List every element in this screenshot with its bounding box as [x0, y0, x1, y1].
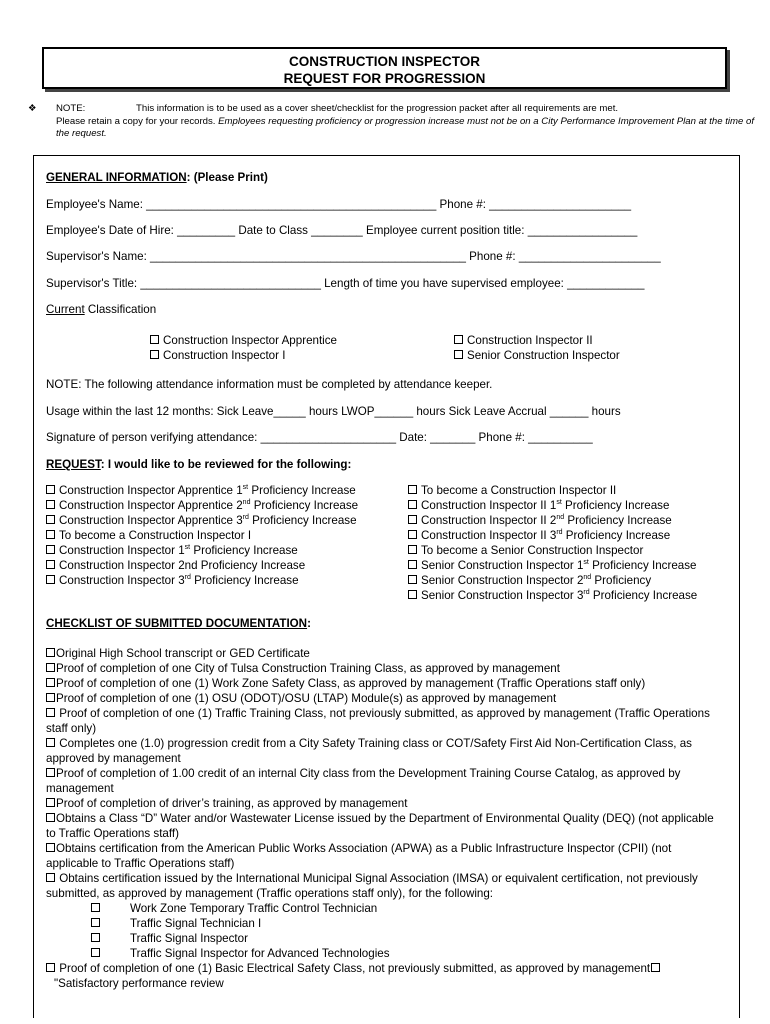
performance-review-line: "Satisfactory performance review	[54, 977, 224, 990]
classification-option[interactable]: Construction Inspector II	[454, 333, 620, 348]
usage-field-row[interactable]: Usage within the last 12 months: Sick Leave_____ hours LWOP______ hours Sick Leave Accrual ______ hours	[46, 405, 621, 418]
classification-option[interactable]: Construction Inspector Apprentice	[150, 333, 337, 348]
checkbox-icon[interactable]	[46, 768, 55, 777]
classification-option[interactable]: Construction Inspector I	[150, 348, 337, 363]
checkbox-icon[interactable]	[46, 530, 55, 539]
supervisor-name-field[interactable]: Supervisor's Name: _________________________________________________ Phone #: ______________________	[46, 250, 661, 263]
checklist-item[interactable]: Original High School transcript or GED Certificate	[46, 646, 726, 661]
request-option[interactable]: Construction Inspector 3rd Proficiency Increase	[46, 573, 358, 588]
checklist-item[interactable]: Proof of completion of 1.00 credit of an internal City class from the Development Training Course Catalog, as approved by management	[46, 767, 681, 795]
note-label: NOTE:	[56, 103, 86, 114]
request-option[interactable]: Construction Inspector II 1st Proficiency Increase	[408, 498, 697, 513]
checkbox-icon[interactable]	[46, 678, 55, 687]
form-title-line2: REQUEST FOR PROGRESSION	[283, 71, 486, 86]
checkbox-icon[interactable]	[46, 545, 55, 554]
classification-right-options	[454, 333, 620, 363]
checkbox-icon[interactable]	[46, 648, 55, 657]
checklist-item[interactable]: Proof of completion of one (1) Basic Electrical Safety Class, not previously submitted, as approved by management	[46, 961, 726, 976]
checkbox-icon[interactable]	[408, 560, 417, 569]
checkbox-icon[interactable]	[46, 575, 55, 584]
request-option[interactable]: Construction Inspector Apprentice 3rd Proficiency Increase	[46, 513, 358, 528]
checkbox-icon[interactable]	[651, 963, 660, 972]
checkbox-icon[interactable]	[46, 963, 55, 972]
checkbox-icon[interactable]	[408, 575, 417, 584]
request-heading: REQUEST: I would like to be reviewed for the following:	[46, 458, 352, 471]
checklist-sub-item[interactable]: Work Zone Temporary Traffic Control Technician	[46, 901, 726, 916]
note-pip-warning: Employees requesting proficiency or progression increase must not be on a City Performance Improvement Plan at the time of the request.	[56, 115, 755, 139]
checkbox-icon[interactable]	[408, 515, 417, 524]
checkbox-icon[interactable]	[46, 873, 55, 882]
checklist-items	[46, 646, 726, 991]
diamond-bullet-icon: ❖	[28, 103, 37, 114]
note-text-2	[56, 116, 756, 141]
checklist-item[interactable]: Proof of completion of one City of Tulsa Construction Training Class, as approved by management	[46, 661, 726, 676]
checkbox-icon[interactable]	[91, 918, 100, 927]
checkbox-icon[interactable]	[91, 948, 100, 957]
dates-field-row[interactable]: Employee's Date of Hire: _________ Date to Class ________ Employee current position title: _________________	[46, 224, 638, 237]
supervisor-title-field[interactable]: Supervisor's Title: ____________________________ Length of time you have supervised employee: ____________	[46, 277, 645, 290]
checkbox-icon[interactable]	[408, 530, 417, 539]
request-option[interactable]: Construction Inspector 2nd Proficiency Increase	[46, 558, 358, 573]
checklist-item[interactable]: Proof of completion of one (1) Traffic Training Class, not previously submitted, as approved by management (Traffic Operations staff only)	[46, 707, 710, 735]
checkbox-icon[interactable]	[408, 545, 417, 554]
checkbox-icon[interactable]	[91, 933, 100, 942]
request-option[interactable]: To become a Senior Construction Inspector	[408, 543, 697, 558]
checkbox-icon[interactable]	[46, 798, 55, 807]
classification-label: Current Classification	[46, 303, 157, 316]
attendance-note: NOTE: The following attendance information must be completed by attendance keeper.	[46, 378, 493, 391]
classification-left-options	[150, 333, 337, 363]
checklist-item[interactable]: Proof of completion of driver’s training, as approved by management	[46, 796, 726, 811]
employee-name-field[interactable]: Employee's Name: _____________________________________________ Phone #: ______________________	[46, 198, 632, 211]
checkbox-icon[interactable]	[408, 500, 417, 509]
request-option[interactable]: To become a Construction Inspector II	[408, 483, 697, 498]
checklist-item[interactable]: Proof of completion of one (1) OSU (ODOT)/OSU (LTAP) Module(s) as approved by management	[46, 691, 726, 706]
checkbox-icon[interactable]	[46, 485, 55, 494]
checkbox-icon[interactable]	[46, 693, 55, 702]
checklist-item[interactable]: Obtains a Class “D” Water and/or Wastewater License issued by the Department of Environmental Quality (DEQ) (not applicable to Traffic Operations staff)	[46, 812, 714, 840]
general-info-heading: GENERAL INFORMATION: (Please Print)	[46, 171, 268, 184]
checkbox-icon[interactable]	[91, 903, 100, 912]
checkbox-icon[interactable]	[46, 843, 55, 852]
checkbox-icon[interactable]	[150, 335, 159, 344]
checkbox-icon[interactable]	[454, 350, 463, 359]
request-option[interactable]: Senior Construction Inspector 2nd Proficiency	[408, 573, 697, 588]
request-right-options	[408, 483, 697, 603]
checkbox-icon[interactable]	[408, 590, 417, 599]
note-retain-copy: Please retain a copy for your records.	[56, 115, 216, 127]
checklist-item[interactable]: Proof of completion of one (1) Work Zone Safety Class, as approved by management (Traffic Operations staff only)	[46, 676, 726, 691]
checkbox-icon[interactable]	[150, 350, 159, 359]
checklist-sub-item[interactable]: Traffic Signal Inspector	[46, 931, 726, 946]
request-option[interactable]: Construction Inspector Apprentice 1st Proficiency Increase	[46, 483, 358, 498]
checklist-item[interactable]: Completes one (1.0) progression credit from a City Safety Training class or COT/Safety First Aid Non-Certification Class, as approved by management	[46, 737, 692, 765]
request-left-options	[46, 483, 358, 588]
classification-option[interactable]: Senior Construction Inspector	[454, 348, 620, 363]
checkbox-icon[interactable]	[46, 500, 55, 509]
note-text-1: This information is to be used as a cover sheet/checklist for the progression packet after all requirements are met.	[136, 103, 619, 114]
checkbox-icon[interactable]	[46, 738, 55, 747]
checklist-sub-item[interactable]: Traffic Signal Technician I	[46, 916, 726, 931]
checkbox-icon[interactable]	[46, 708, 55, 717]
checklist-item[interactable]: Obtains certification from the American Public Works Association (APWA) as a Public Infrastructure Inspector (CPII) (not applicable to Traffic Operations staff)	[46, 842, 672, 870]
checkbox-icon[interactable]	[46, 663, 55, 672]
checklist-heading: CHECKLIST OF SUBMITTED DOCUMENTATION:	[46, 617, 311, 630]
signature-field-row[interactable]: Signature of person verifying attendance: _____________________ Date: _______ Phone #: __________	[46, 431, 593, 444]
checkbox-icon[interactable]	[46, 515, 55, 524]
checkbox-icon[interactable]	[408, 485, 417, 494]
checkbox-icon[interactable]	[46, 560, 55, 569]
request-option[interactable]: Construction Inspector II 2nd Proficiency Increase	[408, 513, 697, 528]
request-option[interactable]: Senior Construction Inspector 3rd Proficiency Increase	[408, 588, 697, 603]
form-title-box	[42, 47, 727, 89]
request-option[interactable]: Construction Inspector Apprentice 2nd Proficiency Increase	[46, 498, 358, 513]
request-option[interactable]: To become a Construction Inspector I	[46, 528, 358, 543]
request-option[interactable]: Senior Construction Inspector 1st Proficiency Increase	[408, 558, 697, 573]
request-option[interactable]: Construction Inspector 1st Proficiency Increase	[46, 543, 358, 558]
checklist-sub-item[interactable]: Traffic Signal Inspector for Advanced Technologies	[46, 946, 726, 961]
checkbox-icon[interactable]	[454, 335, 463, 344]
form-title-line1: CONSTRUCTION INSPECTOR	[288, 54, 480, 69]
checkbox-icon[interactable]	[46, 813, 55, 822]
request-option[interactable]: Construction Inspector II 3rd Proficiency Increase	[408, 528, 697, 543]
checklist-item[interactable]: Obtains certification issued by the International Municipal Signal Association (IMSA) or equivalent certification, not previously submitted, as approved by management (Traffic operations staff only), for the following:	[46, 872, 698, 900]
